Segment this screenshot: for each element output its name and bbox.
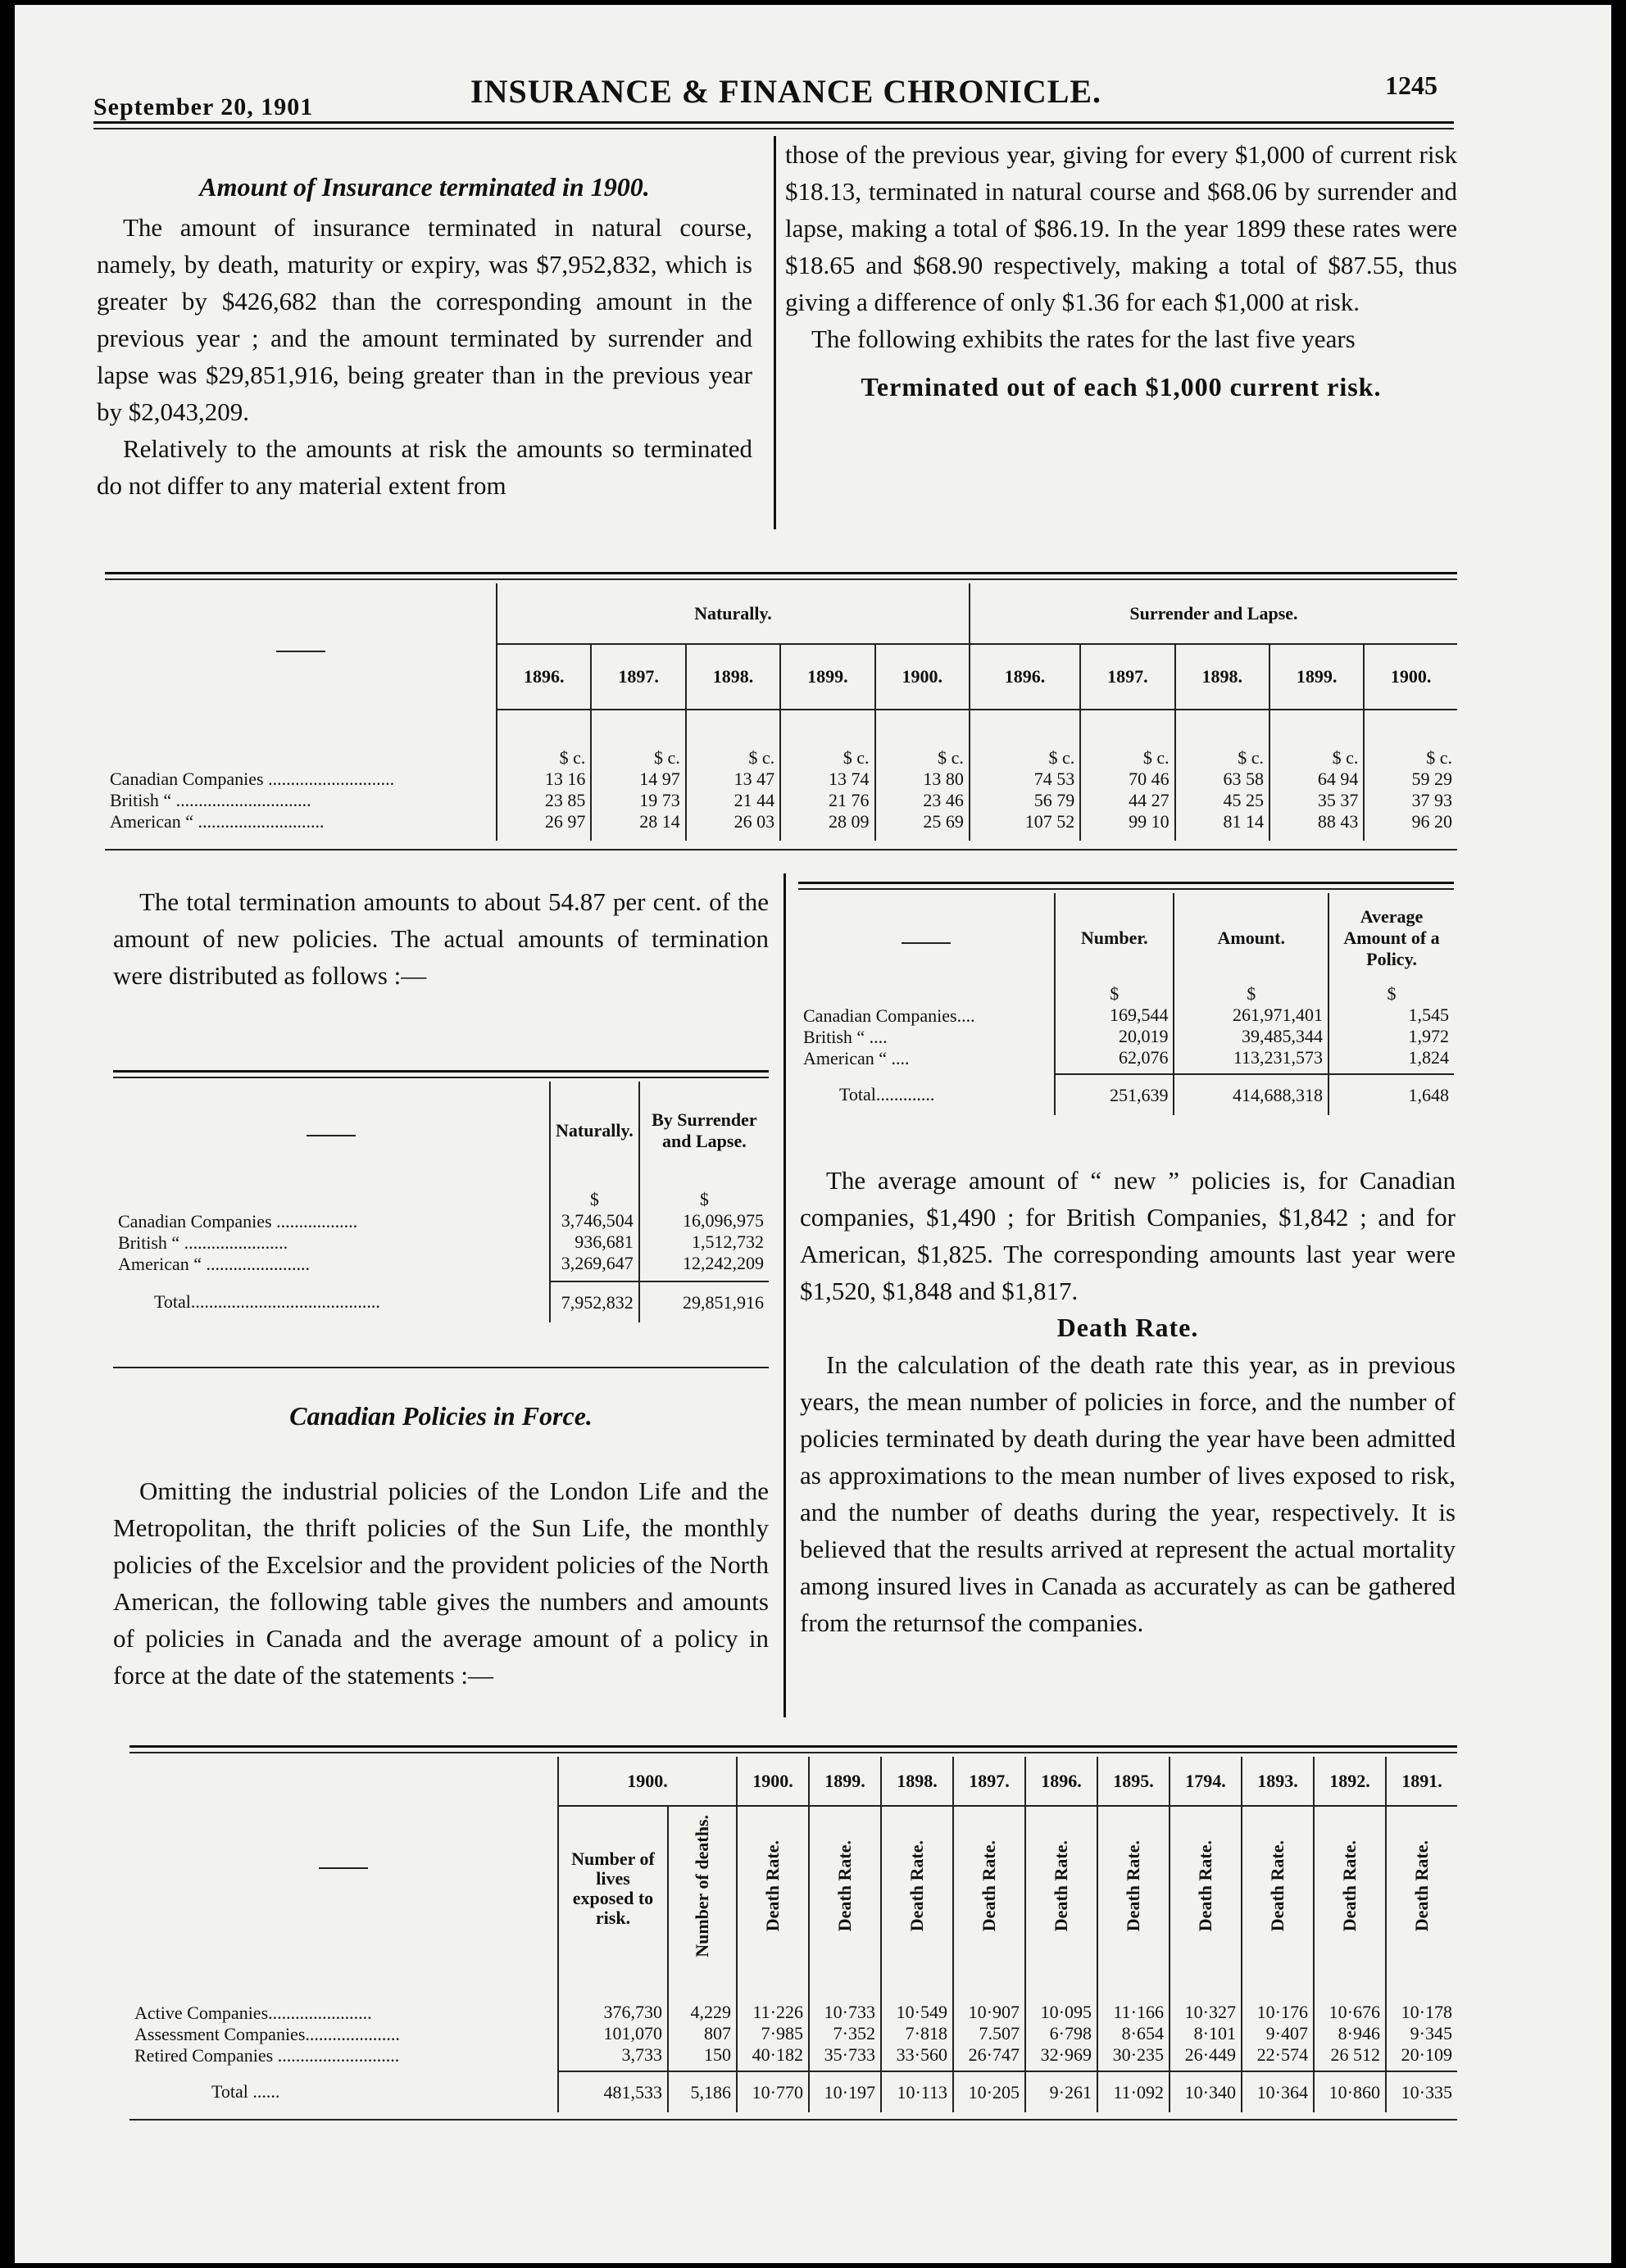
column-divider xyxy=(774,136,776,529)
row-label: Canadian Companies ............................ xyxy=(110,769,395,789)
rates-cell: $ c. 14 97 19 73 28 14 xyxy=(591,710,685,841)
row-label: American “ ....................... xyxy=(118,1254,310,1274)
average-cell: $ 1,545 1,972 1,824 xyxy=(1329,983,1454,1074)
right-column xyxy=(785,136,1457,406)
row-label: Retired Companies ........................... xyxy=(134,2045,400,2066)
rate-cell: 10·327 8·101 26·449 xyxy=(1170,1970,1242,2071)
rates-cell: $ c. 70 46 44 27 99 10 xyxy=(1080,710,1174,841)
year-header: 1897. xyxy=(591,644,685,710)
rate-cell: 10·176 9·407 22·574 xyxy=(1242,1970,1314,2071)
death-rate-table xyxy=(129,1757,1457,2112)
paragraph: The amount of insurance terminated in natural course, namely, by death, maturity or expiry, was $7,952,832, which is greater by $426,682 than the corresponding amount in the previous year ; and the amount terminated by surrender and lapse was $29,851,916, being greater than in the previous year by $2,043,209. xyxy=(97,213,752,426)
rate-header: Death Rate. xyxy=(1267,1839,1288,1932)
year-header: 1892. xyxy=(1314,1757,1386,1806)
rate-cell: 10·178 9·345 20·109 xyxy=(1386,1970,1457,2071)
blank-stub xyxy=(276,651,325,652)
total-value: 10·335 xyxy=(1386,2071,1457,2112)
table-rule xyxy=(105,578,1457,580)
table-rule xyxy=(105,849,1457,850)
rates-cell: $ c. 13 74 21 76 28 09 xyxy=(780,710,874,841)
group-header-naturally: Naturally. xyxy=(497,583,970,644)
issue-date: September 20, 1901 xyxy=(93,93,314,120)
total-label: Total.......................................... xyxy=(154,1291,380,1312)
total-value: 5,186 xyxy=(668,2071,737,2112)
total-value: 11·092 xyxy=(1097,2071,1170,2112)
header-rule-2 xyxy=(93,128,1454,129)
year-header: 1896. xyxy=(1025,1757,1097,1806)
year-header: 1895. xyxy=(1097,1757,1170,1806)
lives-header: Number of lives exposed to risk. xyxy=(558,1806,668,1970)
year-header: 1897. xyxy=(953,1757,1025,1806)
col-header-average: Average Amount of a Policy. xyxy=(1329,893,1454,983)
total-value: 414,688,318 xyxy=(1174,1074,1329,1115)
blank-stub xyxy=(307,1135,356,1136)
paragraph: those of the previous year, giving for every $1,000 of current risk $18.13, terminated in natural course and $68.06 by surrender and lapse, making a total of $86.19. In the year 1899 these rates were $18.65 and $68.90 respectively, making a total of $87.55, thus giving a difference of only $1.36 for each $1,000 at risk. xyxy=(785,140,1457,316)
row-label: Canadian Companies.... xyxy=(803,1005,975,1026)
col-header-amount: Amount. xyxy=(1174,893,1329,983)
paragraph: In the calculation of the death rate this year, as in previous years, the mean number of policies in force, and the number of policies terminated by death during the year have been admitted as approximations to the mean number of lives exposed to risk, and the number of deaths during the year, respectively. It is believed that the results arrived at represent the actual mortality among insured lives in Canada as accurately as can be gathered from the returnsof the companies. xyxy=(800,1350,1456,1637)
total-value: 10·770 xyxy=(737,2071,809,2112)
col-header-number: Number. xyxy=(1055,893,1174,983)
column-divider xyxy=(783,873,786,1717)
rate-cell: 10·907 7.507 26·747 xyxy=(953,1970,1025,2071)
rates-cell: $ c. 13 16 23 85 26 97 xyxy=(497,710,591,841)
rate-header: Death Rate. xyxy=(906,1839,927,1932)
row-label: Canadian Companies .................. xyxy=(118,1211,358,1232)
rate-header: Death Rate. xyxy=(1123,1839,1143,1932)
total-value: 10·197 xyxy=(809,2071,881,2112)
amount-cell: $ 16,096,975 1,512,732 12,242,209 xyxy=(639,1180,769,1281)
total-value: 481,533 xyxy=(558,2071,668,2112)
row-label: British “ .... xyxy=(803,1027,888,1047)
paragraph: Relatively to the amounts at risk the amounts so terminated do not differ to any material extent from xyxy=(97,434,752,500)
year-header: 1898. xyxy=(1175,644,1269,710)
paragraph: The following exhibits the rates for the last five years xyxy=(811,324,1356,353)
canadian-policies-block xyxy=(113,1398,769,1694)
year-header: 1900. xyxy=(737,1757,809,1806)
year-header: 1900. xyxy=(875,644,970,710)
deaths-cell: 4,229 807 150 xyxy=(668,1970,737,2071)
rate-cell: 11·166 8·654 30·235 xyxy=(1097,1970,1170,2071)
year-header: 1899. xyxy=(809,1757,881,1806)
table-rule xyxy=(105,572,1457,574)
rate-header: Death Rate. xyxy=(762,1839,783,1932)
year-header: 1896. xyxy=(970,644,1080,710)
rates-cell: $ c. 64 94 35 37 88 43 xyxy=(1269,710,1364,841)
number-cell: $ 169,544 20,019 62,076 xyxy=(1055,983,1174,1074)
rates-table xyxy=(105,583,1457,841)
rate-cell: 10·733 7·352 35·733 xyxy=(809,1970,881,2071)
amount-cell: $ 261,971,401 39,485,344 113,231,573 xyxy=(1174,983,1329,1074)
total-value: 10·364 xyxy=(1242,2071,1314,2112)
new-policies-table xyxy=(798,893,1454,1115)
row-label: Active Companies....................... xyxy=(134,2003,372,2023)
rate-header: Death Rate. xyxy=(979,1839,999,1932)
year-header: 1897. xyxy=(1080,644,1174,710)
total-label: Total............. xyxy=(839,1084,935,1105)
year-header: 1899. xyxy=(1269,644,1364,710)
blank-stub xyxy=(319,1867,368,1869)
col-header-surrender: By Surrender and Lapse. xyxy=(639,1082,769,1180)
paragraph: The total termination amounts to about 54.87 per cent. of the amount of new policies. The actual amounts of termination were distributed as follows :— xyxy=(113,887,769,990)
section-title-terminated: Amount of Insurance terminated in 1900. xyxy=(199,172,650,202)
rate-header: Death Rate. xyxy=(1051,1839,1071,1932)
total-value: 10·205 xyxy=(953,2071,1025,2112)
rates-cell: $ c. 74 53 56 79 107 52 xyxy=(970,710,1080,841)
row-label: British “ ....................... xyxy=(118,1232,288,1253)
total-value: 29,851,916 xyxy=(639,1281,769,1322)
total-value: 10·860 xyxy=(1314,2071,1386,2112)
rates-cell: $ c. 63 58 45 25 81 14 xyxy=(1175,710,1269,841)
year-group-header: 1900. xyxy=(558,1757,737,1806)
total-value: 251,639 xyxy=(1055,1074,1174,1115)
page-number: 1245 xyxy=(1385,70,1438,100)
deaths-header: Number of deaths. xyxy=(692,1814,712,1957)
year-header: 1898. xyxy=(686,644,780,710)
total-value: 10·113 xyxy=(881,2071,953,2112)
col-header-naturally: Naturally. xyxy=(550,1082,639,1180)
group-header-surrender: Surrender and Lapse. xyxy=(970,583,1457,644)
row-label: British “ .............................. xyxy=(110,790,311,810)
row-label: Assessment Companies..................... xyxy=(134,2024,400,2044)
total-value: 9·261 xyxy=(1025,2071,1097,2112)
year-header: 1898. xyxy=(881,1757,953,1806)
rates-cell: $ c. 59 29 37 93 96 20 xyxy=(1364,710,1457,841)
death-rate-block xyxy=(800,1162,1456,1641)
table-rule xyxy=(113,1070,769,1073)
table-caption: Terminated out of each $1,000 current risk. xyxy=(861,372,1382,401)
year-header: 1891. xyxy=(1386,1757,1457,1806)
table-rule xyxy=(798,882,1454,884)
header-rule xyxy=(93,121,1454,124)
paragraph: The average amount of “ new ” policies is, for Canadian companies, $1,490 ; for British Companies, $1,842 ; and for American, $1,825. The corresponding amounts last year were $1,520, $1,848 and $1,817. xyxy=(800,1166,1456,1305)
paragraph: Omitting the industrial policies of the London Life and the Metropolitan, the thrift policies of the Sun Life, the monthly policies of the Excelsior and the provident policies of the North American, the following table gives the numbers and amounts of policies in Canada and the average amount of a policy in force at the date of the statements :— xyxy=(113,1476,769,1690)
rate-header: Death Rate. xyxy=(1195,1839,1215,1932)
table-rule xyxy=(129,2119,1457,2121)
table-rule xyxy=(129,1752,1457,1753)
row-label: American “ ............................ xyxy=(110,811,325,832)
amount-cell: $ 3,746,504 936,681 3,269,647 xyxy=(550,1180,639,1281)
rate-cell: 10·095 6·798 32·969 xyxy=(1025,1970,1097,2071)
total-label: Total ...... xyxy=(211,2081,280,2102)
year-header: 1899. xyxy=(780,644,874,710)
table-rule xyxy=(113,1077,769,1078)
total-value: 1,648 xyxy=(1329,1074,1454,1115)
lives-cell: 376,730 101,070 3,733 xyxy=(558,1970,668,2071)
publication-title: INSURANCE & FINANCE CHRONICLE. xyxy=(470,73,1102,110)
section-title-canadian-policies: Canadian Policies in Force. xyxy=(289,1401,593,1431)
year-header: 1896. xyxy=(497,644,591,710)
blank-stub xyxy=(902,942,951,944)
table-rule xyxy=(798,888,1454,890)
left-column xyxy=(97,169,752,504)
rate-header: Death Rate. xyxy=(1339,1839,1360,1932)
rate-cell: 10·549 7·818 33·560 xyxy=(881,1970,953,2071)
year-header: 1893. xyxy=(1242,1757,1314,1806)
total-value: 7,952,832 xyxy=(550,1281,639,1322)
termination-paragraph-block xyxy=(113,883,769,994)
year-header: 1794. xyxy=(1170,1757,1242,1806)
table-rule xyxy=(129,1745,1457,1748)
rates-cell: $ c. 13 80 23 46 25 69 xyxy=(875,710,970,841)
rate-cell: 10·676 8·946 26 512 xyxy=(1314,1970,1386,2071)
total-value: 10·340 xyxy=(1170,2071,1242,2112)
year-header: 1900. xyxy=(1364,644,1457,710)
rate-cell: 11·226 7·985 40·182 xyxy=(737,1970,809,2071)
rates-cell: $ c. 13 47 21 44 26 03 xyxy=(686,710,780,841)
termination-table xyxy=(113,1082,769,1322)
table-rule xyxy=(113,1367,769,1368)
heading-death-rate: Death Rate. xyxy=(1056,1313,1199,1342)
row-label: American “ .... xyxy=(803,1048,910,1068)
rate-header: Death Rate. xyxy=(834,1839,855,1932)
page xyxy=(15,5,1611,2263)
rate-header: Death Rate. xyxy=(1411,1839,1432,1932)
